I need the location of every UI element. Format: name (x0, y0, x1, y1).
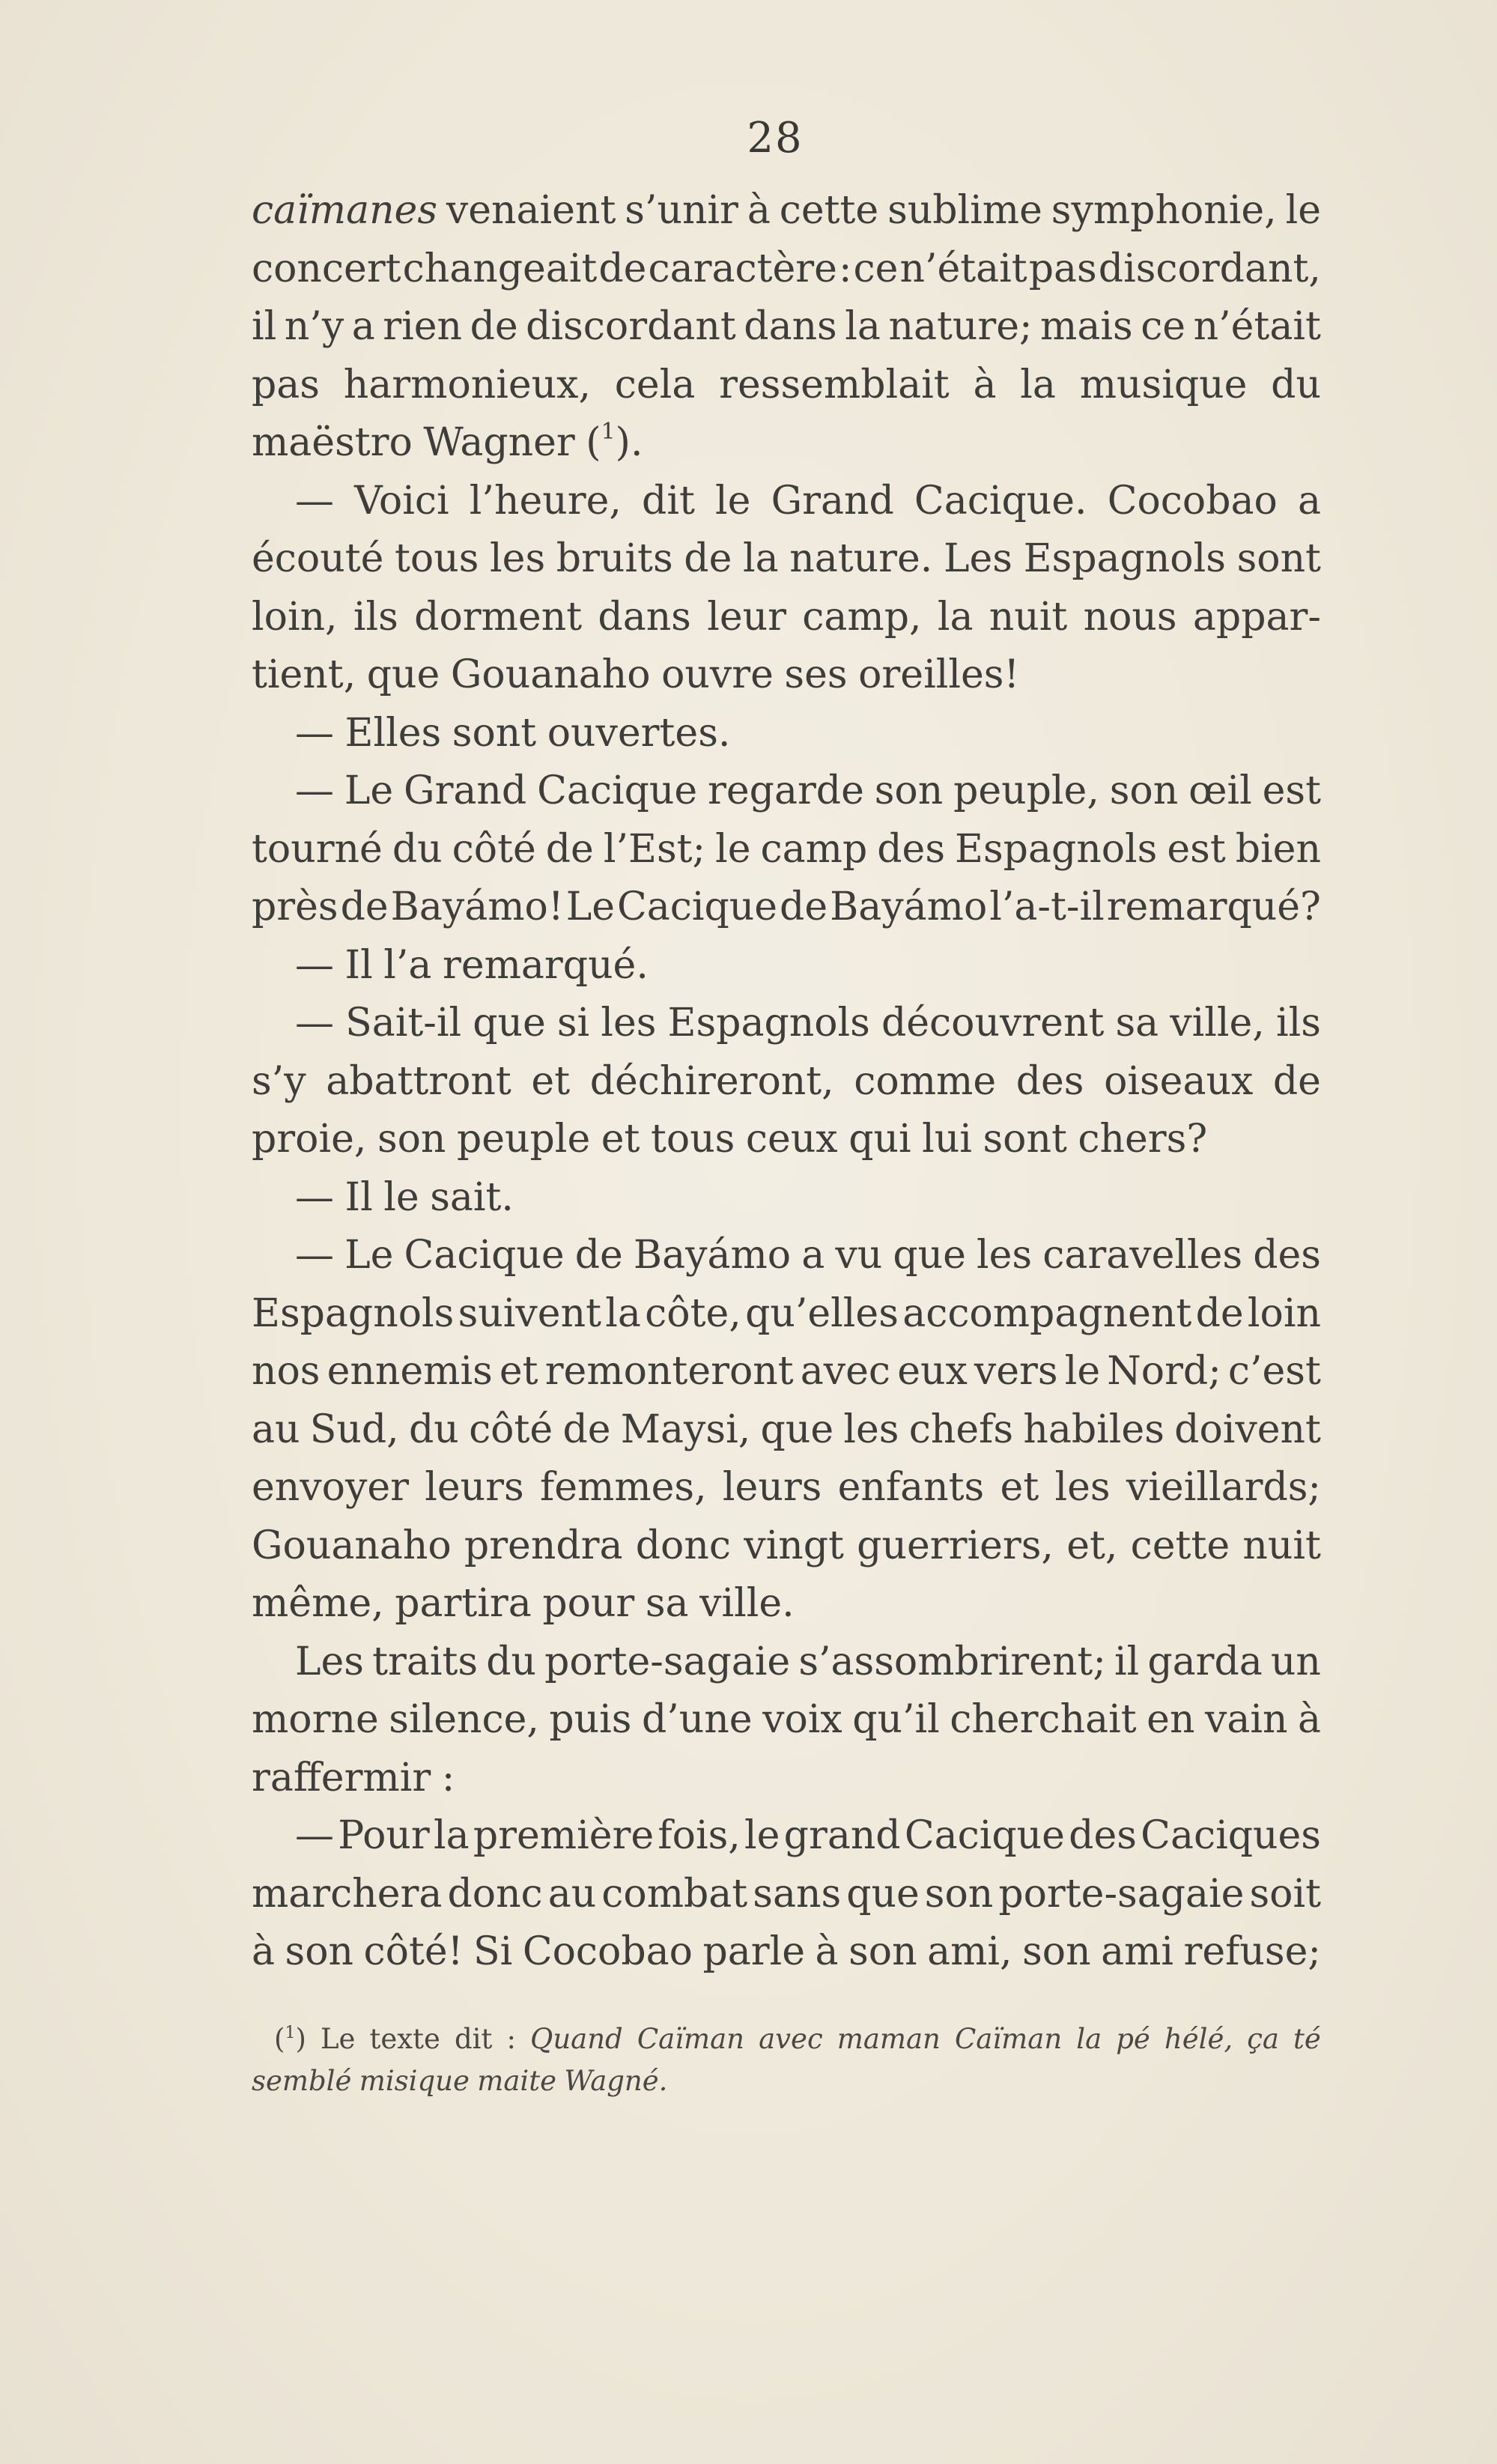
body-text-line: concert changeait de caractère : ce n’était pas discordant, (252, 246, 1321, 291)
body-text-line: écouté tous les bruits de la nature. Les Espagnols sont (252, 536, 1321, 581)
body-text-line: Les traits du porte-sagaie s’assombrirent; il garda un (295, 1639, 1321, 1684)
body-text-line: pas harmonieux, cela ressemblait à la musique du (252, 362, 1321, 407)
footnote-line: ($^1$) Le texte dit : Quand Caïman avec maman Caïman la pé hélé, ça té (274, 2023, 1321, 2055)
body-text-line: — Il le sait. (295, 1174, 514, 1220)
body-text-line: Gouanaho prendra donc vingt guerriers, et, cette nuit (252, 1523, 1321, 1568)
body-text-line: loin, ils dorment dans leur camp, la nuit nous appar- (252, 594, 1321, 640)
body-text-line: tourné du côté de l’Est; le camp des Espagnols est bien (252, 826, 1321, 872)
body-text-line: s’y abattront et déchireront, comme des oiseaux de (252, 1058, 1321, 1104)
footnote (252, 2018, 1321, 2102)
body-text-line: au Sud, du côté de Maysi, que les chefs habiles doivent (252, 1407, 1321, 1452)
body-text-line: il n’y a rien de discordant dans la nature; mais ce n’était (252, 304, 1321, 349)
footnote-marker: 1 (285, 2024, 296, 2042)
body-text-line: — Il l’a remarqué. (295, 942, 649, 988)
body-text-line: — Le Grand Cacique regarde son peuple, son œil est (295, 768, 1321, 813)
body-text-line: proie, son peuple et tous ceux qui lui sont chers? (252, 1117, 1208, 1162)
body-text-line: marchera donc au combat sans que son porte-sagaie soit (252, 1871, 1321, 1917)
body-text-line: — Sait-il que si les Espagnols découvrent sa ville, ils (295, 1001, 1321, 1046)
body-text-line: envoyer leurs femmes, leurs enfants et les vieillards; (252, 1465, 1321, 1510)
footnote-line: semblé misique maite Wagné. (252, 2065, 668, 2097)
page-number: 28 (747, 114, 804, 163)
body-text-line: près de Bayámo! Le Cacique de Bayámo l’a-t-il remarqué? (252, 884, 1321, 929)
body-text-line: — Le Cacique de Bayámo a vu que les caravelles des (295, 1233, 1321, 1278)
body-text (252, 182, 1321, 1982)
footnote-marker: 1 (601, 419, 616, 445)
body-text-line: tient, que Gouanaho ouvre ses oreilles! (252, 652, 1020, 697)
body-text-line: nos ennemis et remonteront avec eux vers le Nord; c’est (252, 1349, 1321, 1394)
body-text-line: à son côté! Si Cocobao parle à son ami, son ami refuse; (252, 1929, 1321, 1974)
body-text-line: maëstro Wagner ($^1$). (252, 419, 643, 465)
body-text-line: Espagnols suivent la côte, qu’elles accompagnent de loin (252, 1290, 1321, 1336)
body-text-line: même, partira pour sa ville. (252, 1581, 795, 1626)
body-text-line: — Voici l’heure, dit le Grand Cacique. Cocobao a (295, 478, 1321, 524)
body-text-line: caïmanes venaient s’unir à cette sublime symphonie, le (252, 188, 1321, 233)
body-text-line: raffermir : (252, 1755, 455, 1800)
body-text-line: — Pour la première fois, le grand Cacique des Caciques (295, 1813, 1321, 1858)
body-text-line: — Elles sont ouvertes. (295, 710, 731, 756)
body-text-line: morne silence, puis d’une voix qu’il cherchait en vain à (252, 1697, 1321, 1742)
